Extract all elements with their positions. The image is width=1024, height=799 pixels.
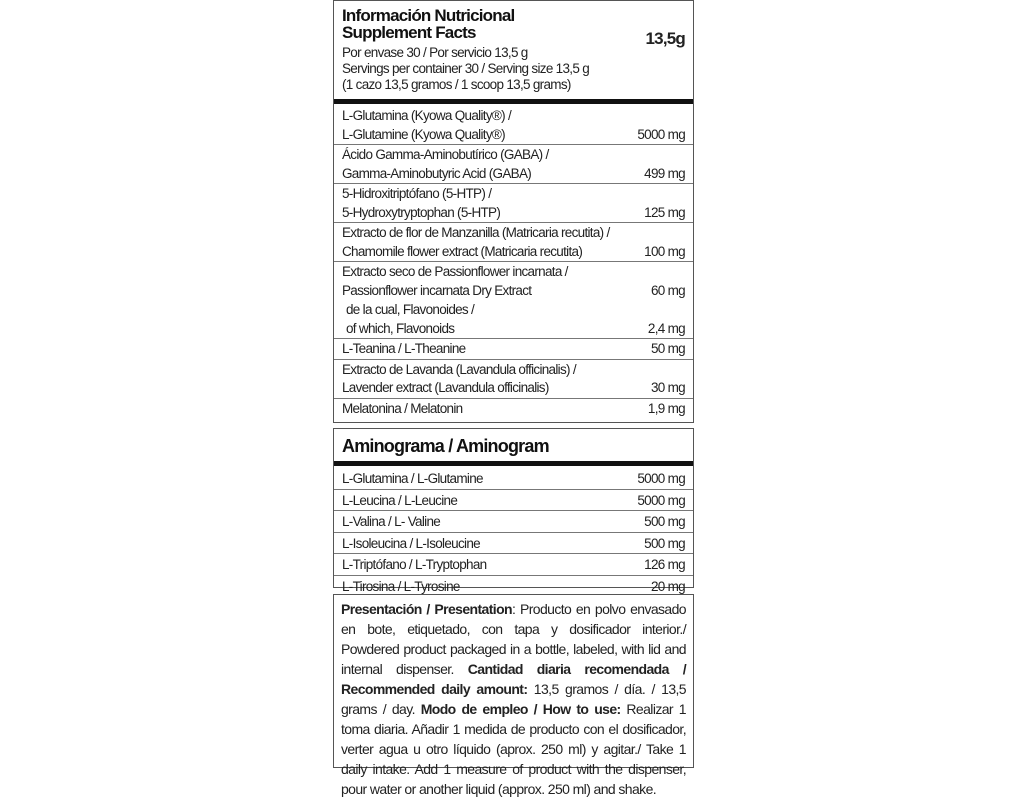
- nutrient-row: [334, 262, 693, 300]
- amino-name: L-Isoleucina / L-Isoleucine: [342, 535, 480, 551]
- nutrient-name: [342, 146, 549, 183]
- nutrient-name-line: L-Teanina / L-Theanine: [342, 341, 466, 356]
- nutrient-amount: 30 mg: [650, 380, 685, 395]
- amino-row: [334, 576, 693, 597]
- nutrient-name-line: Lavender extract (Lavandula officinalis): [342, 380, 549, 395]
- thick-divider: [334, 99, 693, 104]
- nutrient-row: [334, 399, 693, 419]
- title-en: Supplement Facts: [342, 23, 476, 42]
- nutrient-name-line: Extracto de Lavanda (Lavandula officinalis) /: [342, 361, 576, 377]
- serving-line: Por envase 30 / Por servicio 13,5 g: [342, 45, 528, 60]
- serving-line: (1 cazo 13,5 gramos / 1 scoop 13,5 grams): [342, 77, 571, 92]
- serving-info: [342, 45, 685, 93]
- nutrient-name-line: Extracto de flor de Manzanilla (Matricaria recutita) /: [342, 225, 610, 240]
- facts-header: [342, 1, 685, 93]
- usage-label: Modo de empleo / How to use:: [420, 701, 621, 717]
- nutrient-subrow: [334, 300, 693, 339]
- nutrient-row: [334, 339, 693, 360]
- amino-amount: 126 mg: [644, 557, 685, 572]
- nutrient-amount: 499 mg: [644, 165, 685, 181]
- nutrient-row: [334, 145, 693, 184]
- amino-row: [334, 490, 693, 512]
- usage-paragraph: [341, 599, 686, 799]
- serving-amount: 13,5g: [645, 29, 685, 48]
- amino-row: [334, 511, 693, 533]
- nutrient-name-line: L-Glutamina (Kyowa Quality®) /: [342, 108, 512, 123]
- aminogram-panel: [333, 428, 694, 594]
- title-es: Información Nutricional: [342, 6, 515, 25]
- supplement-facts-panel: [333, 0, 694, 423]
- nutrient-name: [342, 185, 500, 222]
- presentation-label: Presentación / Presentation: [341, 601, 512, 617]
- amino-row: [334, 533, 693, 555]
- amino-amount: 5000 mg: [637, 492, 685, 508]
- presentation-text: : Producto en polvo envasado en bote, etiquetado, con tapa y dosificador interior./ Powdered product packaged in a bottle, labeled, with lid and internal dispenser.: [341, 601, 686, 677]
- nutrient-row: [334, 106, 693, 145]
- amino-row: [334, 554, 693, 576]
- aminogram-table: [342, 468, 685, 596]
- nutrient-row: [334, 223, 693, 262]
- aminogram-title: Aminograma / Aminogram: [342, 436, 549, 456]
- nutrient-name: [342, 263, 568, 300]
- amino-name: L-Leucina / L-Leucine: [342, 492, 458, 508]
- nutrient-amount: 100 mg: [644, 243, 685, 259]
- nutrient-amount: 60 mg: [650, 282, 685, 298]
- nutrient-name-line: 5-Hydroxytryptophan (5-HTP): [342, 204, 501, 220]
- usage-text: Realizar 1 toma diaria. Añadir 1 medida de producto con el dosificador, verter agua u otro líquido (aprox. 250 ml) y agitar./ Take 1 daily intake. Add 1 measure of product with the dispenser, pour water or another liquid (approx. 250 ml) and shake.: [341, 701, 686, 797]
- nutrient-name-line: 5-Hidroxitriptófano (5-HTP) /: [342, 186, 492, 201]
- nutrient-amount: 1,9 mg: [647, 400, 685, 416]
- serving-line: Servings per container 30 / Serving size 13,5 g: [342, 61, 590, 76]
- nutrient-amount: 50 mg: [650, 341, 685, 356]
- nutrient-row: [334, 360, 693, 399]
- facts-table: [342, 106, 685, 418]
- usage-info-panel: [333, 594, 694, 797]
- amino-amount: 20 mg: [650, 578, 685, 594]
- amino-amount: 500 mg: [644, 535, 685, 551]
- nutrient-amount: 5000 mg: [637, 126, 685, 142]
- nutrient-name-line: L-Glutamine (Kyowa Quality®): [342, 126, 505, 142]
- nutrient-name: [342, 400, 462, 419]
- nutrient-amount: 2,4 mg: [647, 320, 685, 336]
- nutrient-name: [342, 224, 610, 261]
- nutrient-name-line: Passionflower incarnata Dry Extract: [342, 282, 532, 298]
- amino-amount: 500 mg: [644, 514, 685, 529]
- thick-divider: [334, 461, 693, 466]
- amino-name: L-Tirosina / L-Tyrosine: [342, 578, 460, 594]
- nutrient-name-line: Chamomile flower extract (Matricaria recutita): [342, 243, 583, 259]
- amino-row: [334, 468, 693, 490]
- amino-amount: 5000 mg: [637, 471, 685, 486]
- amino-name: L-Triptófano / L-Tryptophan: [342, 557, 487, 572]
- nutrient-row: [334, 184, 693, 223]
- amino-name: L-Glutamina / L-Glutamine: [342, 471, 483, 486]
- nutrient-name: [342, 361, 576, 398]
- nutrient-name: [342, 301, 474, 338]
- nutrient-name-line: Gamma-Aminobutyric Acid (GABA): [342, 165, 532, 181]
- nutrient-name-line: Ácido Gamma-Aminobutírico (GABA) /: [342, 147, 549, 162]
- nutrient-amount: 125 mg: [644, 204, 685, 220]
- daily-amount-label: Cantidad diaria recomendada / Recommended daily amount:: [341, 661, 687, 697]
- nutrient-name-line: of which, Flavonoids: [346, 320, 455, 336]
- nutrient-name: [342, 107, 511, 144]
- amino-name: L-Valina / L- Valine: [342, 514, 441, 529]
- nutrient-name-line: Melatonina / Melatonin: [342, 400, 463, 416]
- nutrient-name-line: Extracto seco de Passionflower incarnata /: [342, 264, 568, 279]
- daily-amount-text: 13,5 gramos / día. / 13,5 grams / day.: [341, 681, 686, 717]
- nutrient-name-line: de la cual, Flavonoides /: [346, 302, 475, 317]
- nutrient-name: [342, 340, 465, 359]
